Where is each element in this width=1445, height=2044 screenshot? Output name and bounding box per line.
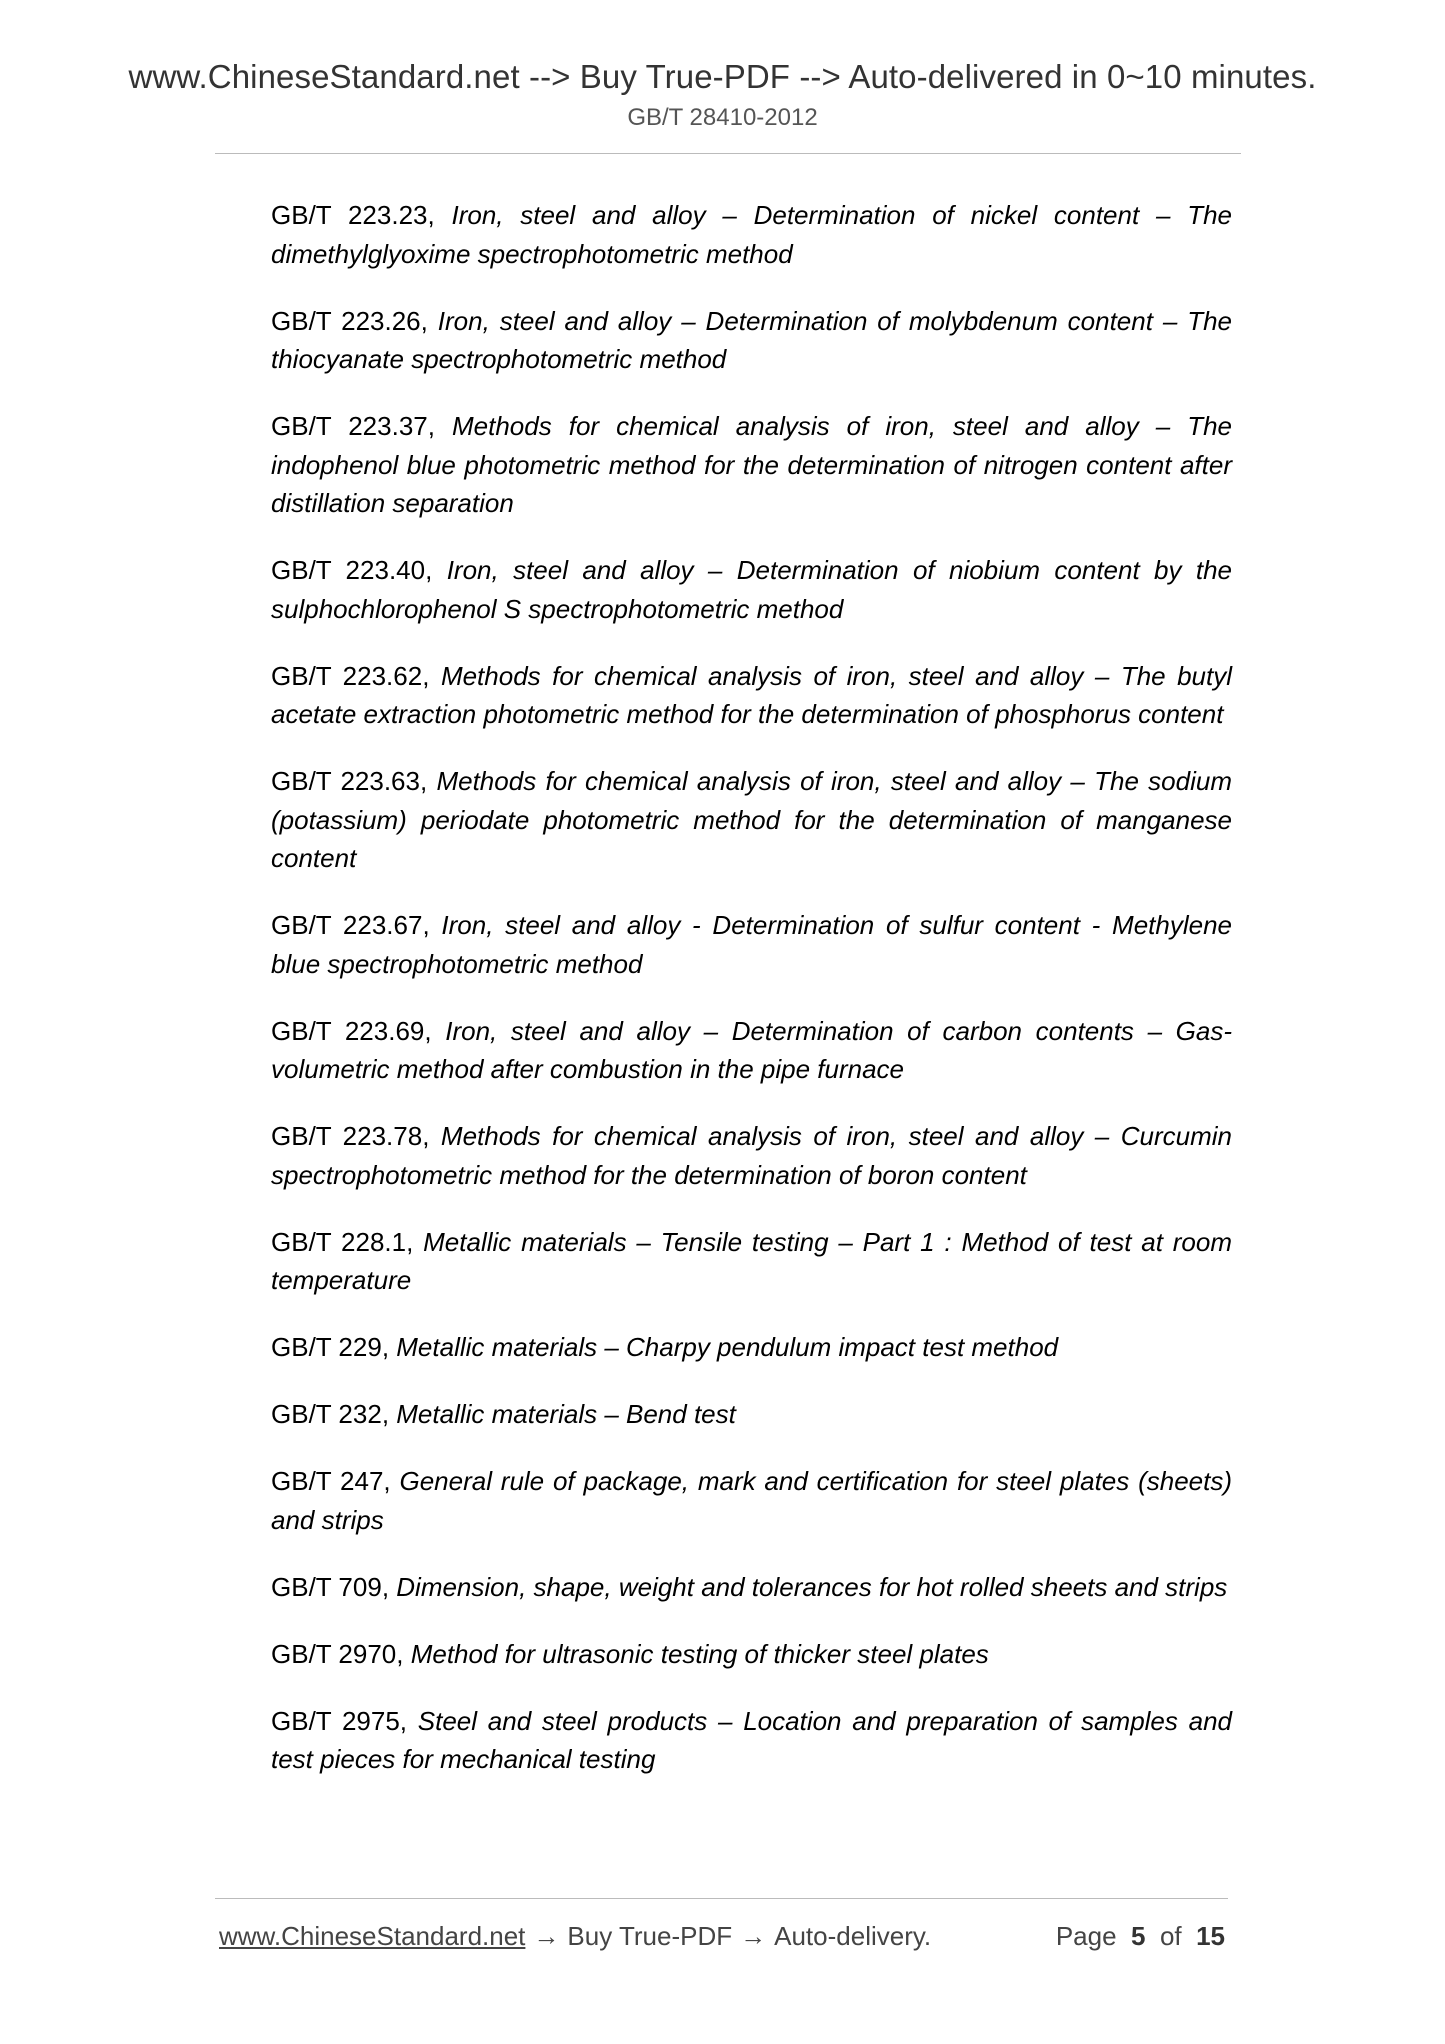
reference-code: GB/T 223.23 [271, 200, 428, 230]
footer-links [219, 1918, 931, 1954]
reference-item: GB/T 223.37, Methods for chemical analysis of iron, steel and alloy – The indophenol blue photometric method for the determination of nitrogen content after distillation separation [271, 411, 1233, 518]
reference-code: GB/T 709 [271, 1571, 382, 1602]
page-current: 5 [1131, 1921, 1146, 1951]
reference-code: GB/T 223.63 [271, 766, 420, 796]
reference-item: GB/T 223.26, Iron, steel and alloy – Determination of molybdenum content – The thiocyanate spectrophotometric method [271, 305, 1233, 374]
normative-references-list [271, 196, 1232, 1807]
reference-code: GB/T 223.67 [271, 910, 423, 940]
reference-title: Iron, steel and alloy – Determination of nickel content – The dimethylglyoxime spectrophotometric method [271, 200, 1232, 269]
reference-code: GB/T 2975 [271, 1705, 400, 1736]
reference-code: GB/T 228.1 [271, 1226, 407, 1257]
reference-item: GB/T 228.1, Metallic materials – Tensile testing – Part 1 : Method of test at room temperature [271, 1226, 1232, 1295]
reference-item: GB/T 223.67, Iron, steel and alloy - Determination of sulfur content - Methylene blue spectrophotometric method [271, 910, 1232, 979]
reference-item: GB/T 229, Metallic materials – Charpy pendulum impact test method [271, 1332, 1059, 1362]
reference-item: GB/T 223.62, Methods for chemical analysis of iron, steel and alloy – The butyl acetate extraction photometric method for the determination of phosphorus content [271, 660, 1233, 729]
reference-title: Iron, steel and alloy - Determination of sulfur content - Methylene blue spectrophotometric method [271, 910, 1232, 979]
reference-title: Iron, steel and alloy – Determination of carbon contents – Gas-volumetric method after combustion in the pipe furnace [271, 1015, 1233, 1084]
reference-item: GB/T 232, Metallic materials – Bend test [271, 1399, 736, 1429]
page-footer [219, 1918, 1225, 1954]
reference-code: GB/T 223.62 [271, 660, 423, 691]
footer-divider [215, 1898, 1228, 1899]
arrow-right-icon: → [533, 1921, 560, 1951]
standard-number: GB/T 28410-2012 [627, 104, 818, 131]
auto-delivery-text: Auto-delivery. [774, 1921, 932, 1951]
reference-title: Methods for chemical analysis of iron, steel and alloy – Curcumin spectrophotometric method for the determination of boron content [271, 1121, 1232, 1190]
reference-item: GB/T 223.63, Methods for chemical analysis of iron, steel and alloy – The sodium (potassium) periodate photometric method for the determination of manganese content [271, 766, 1232, 873]
header-divider [215, 153, 1241, 154]
reference-title: Iron, steel and alloy – Determination of molybdenum content – The thiocyanate spectrophotometric method [271, 305, 1233, 374]
page-label: Page [1055, 1921, 1117, 1951]
page-indicator [1056, 1918, 1225, 1954]
reference-item: GB/T 2975, Steel and steel products – Location and preparation of samples and test pieces for mechanical testing [271, 1705, 1233, 1774]
reference-title: Methods for chemical analysis of iron, steel and alloy – The butyl acetate extraction photometric method for the determination of phosphorus content [271, 660, 1233, 729]
reference-item: GB/T 2970, Method for ultrasonic testing of thicker steel plates [271, 1638, 989, 1669]
reference-item: GB/T 223.69, Iron, steel and alloy – Determination of carbon contents – Gas-volumetric method after combustion in the pipe furnace [271, 1015, 1233, 1084]
reference-title: General rule of package, mark and certification for steel plates (sheets) and strips [271, 1466, 1232, 1535]
reference-item: GB/T 709, Dimension, shape, weight and tolerances for hot rolled sheets and strips [271, 1571, 1228, 1602]
reference-code: GB/T 247 [271, 1466, 384, 1496]
page-total: 15 [1196, 1921, 1225, 1951]
reference-item: GB/T 223.23, Iron, steel and alloy – Determination of nickel content – The dimethylglyoxime spectrophotometric method [271, 200, 1232, 269]
reference-code: GB/T 223.40 [271, 555, 426, 585]
reference-item: GB/T 223.78, Methods for chemical analysis of iron, steel and alloy – Curcumin spectrophotometric method for the determination of boron content [271, 1121, 1232, 1190]
reference-code: GB/T 229 [271, 1332, 382, 1362]
reference-title: Methods for chemical analysis of iron, steel and alloy – The indophenol blue photometric method for the determination of nitrogen content after distillation separation [271, 411, 1233, 518]
header-promo-text: www.ChineseStandard.net --> Buy True-PDF --> Auto-delivered in 0~10 minutes. [128, 58, 1317, 95]
reference-title: Methods for chemical analysis of iron, steel and alloy – The sodium (potassium) periodate photometric method for the determination of manganese content [271, 766, 1232, 873]
site-link[interactable]: www.ChineseStandard.net [219, 1921, 526, 1951]
reference-code: GB/T 2970 [271, 1638, 397, 1669]
reference-title: Metallic materials – Tensile testing – Part 1 : Method of test at room temperature [271, 1226, 1232, 1295]
buy-pdf-text: Buy True-PDF [567, 1921, 733, 1951]
reference-title: Dimension, shape, weight and tolerances for hot rolled sheets and strips [396, 1571, 1228, 1602]
reference-title: Metallic materials – Bend test [396, 1399, 736, 1429]
reference-item: GB/T 247, General rule of package, mark and certification for steel plates (sheets) and strips [271, 1466, 1232, 1535]
reference-code: GB/T 223.78 [271, 1121, 423, 1151]
reference-item: GB/T 223.40, Iron, steel and alloy – Determination of niobium content by the sulphochlorophenol S spectrophotometric method [271, 555, 1233, 624]
reference-code: GB/T 232 [271, 1399, 382, 1429]
reference-title: Iron, steel and alloy – Determination of niobium content by the sulphochlorophenol S spectrophotometric method [271, 555, 1233, 624]
reference-code: GB/T 223.69 [271, 1015, 425, 1046]
reference-title: Metallic materials – Charpy pendulum impact test method [396, 1332, 1059, 1362]
reference-code: GB/T 223.26 [271, 305, 421, 336]
arrow-right-icon: → [740, 1921, 767, 1951]
reference-title: Steel and steel products – Location and preparation of samples and test pieces for mechanical testing [271, 1705, 1233, 1774]
page-of-label: of [1159, 1921, 1182, 1951]
reference-title: Method for ultrasonic testing of thicker steel plates [410, 1638, 989, 1669]
reference-code: GB/T 223.37 [271, 411, 428, 441]
page-header [0, 56, 1445, 134]
